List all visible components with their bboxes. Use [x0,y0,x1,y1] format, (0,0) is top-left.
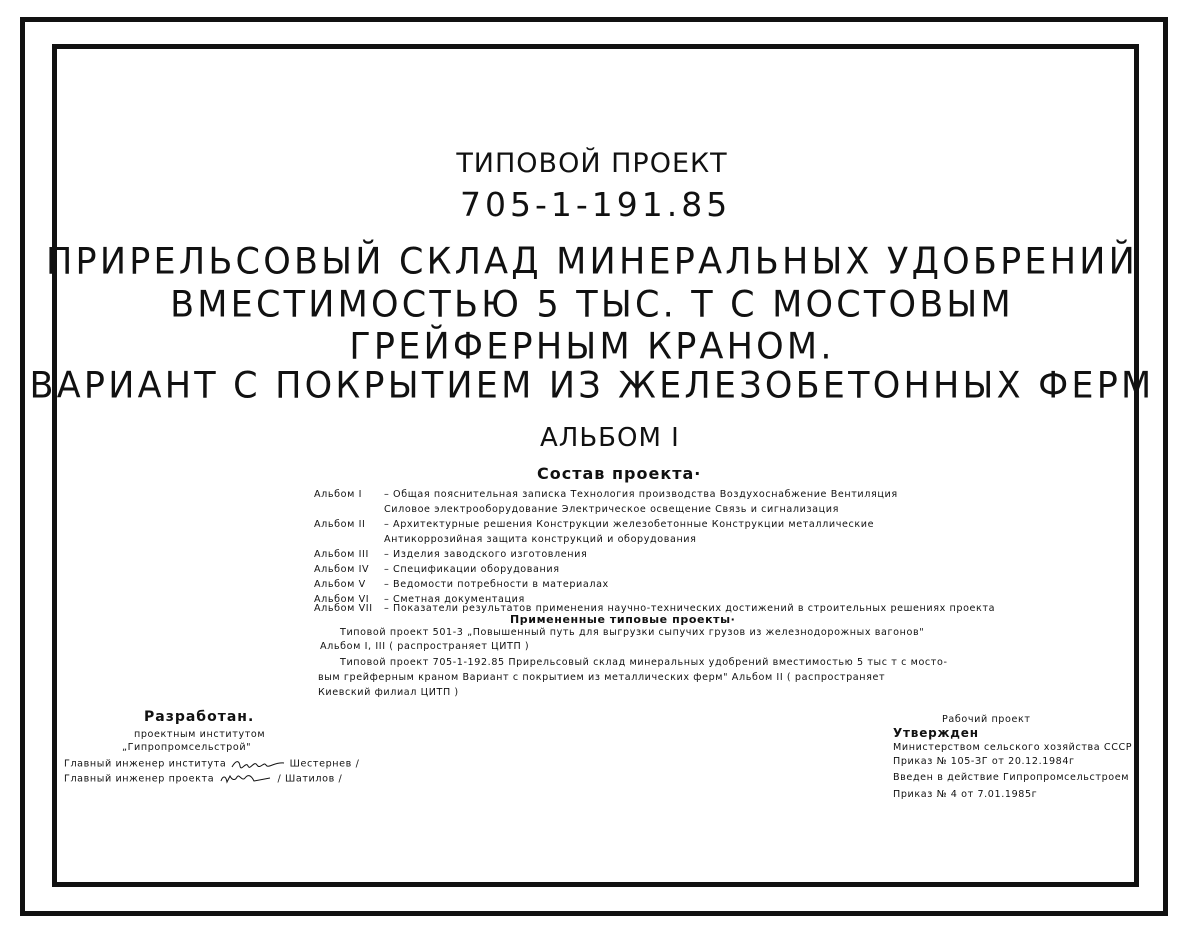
approved-order-line: Приказ № 105-ЗГ от 20.12.1984г [893,756,1075,767]
chief-engineer-project-name: / Шатилов / [277,773,343,785]
composition-list-item [384,534,697,546]
album-text: – Ведомости потребности в материалах [384,579,609,590]
album-text: – Показатели результатов применения научно-технических достижений в строительных решениях проекта [384,603,996,614]
signature-project-icon [218,773,274,784]
album-name: Альбом II [314,519,366,530]
title-line-3: ГРЕЙФЕРНЫМ КРАНОМ. [349,326,835,368]
applied-project-line: Киевский филиал ЦИТП ) [318,687,459,698]
album-name: Альбом III [314,549,369,560]
enacted-order-line: Приказ № 4 от 7.01.1985г [893,789,1038,800]
chief-engineer-project-row [64,773,342,786]
applied-project-line: Типовой проект 501-3 „Повышенный путь для выгрузки сыпучих грузов из железнодорожных вагонов" [340,627,925,638]
composition-heading: Состав проекта· [537,464,702,483]
applied-project-line: вым грейферным краном Вариант с покрытием из металлических ферм" Альбом II ( распространяет [318,672,886,683]
album-title: АЛЬБОМ I [540,423,680,453]
series-label: ТИПОВОЙ ПРОЕКТ [456,148,728,179]
composition-list-item [384,504,839,516]
album-text: – Общая пояснительная записка Технология производства Воздухоснабжение Вентиляция [384,489,898,500]
album-name: Альбом VII [314,603,373,614]
composition-list-item [314,579,609,591]
composition-list-item [314,489,898,501]
title-line-1: ПРИРЕЛЬСОВЫЙ СКЛАД МИНЕРАЛЬНЫХ УДОБРЕНИЙ [46,241,1138,283]
album-name: Альбом V [314,579,366,590]
composition-list-item [314,549,587,561]
composition-list-item [314,564,560,576]
chief-engineer-institute-row [64,758,359,771]
album-name: Альбом VI [314,594,370,605]
album-text: – Спецификации оборудования [384,564,560,575]
composition-list-item [314,519,874,531]
album-text: – Изделия заводского изготовления [384,549,588,560]
approved-ministry-line: Министерством сельского хозяйства СССР [893,742,1133,753]
album-text: Силовое электрооборудование Электрическое освещение Связь и сигнализация [384,504,839,515]
applied-project-line: Типовой проект 705-1-192.85 Прирельсовый склад минеральных удобрений вместимостью 5 тыс т с мосто- [340,657,948,668]
project-stage-label: Рабочий проект [942,714,1031,725]
developed-institute-line: проектным институтом [134,729,266,740]
album-name: Альбом I [314,489,363,500]
enacted-line: Введен в действие Гипропромсельстроем [893,772,1130,783]
developed-heading: Разработан. [144,709,255,725]
title-line-4: ВАРИАНТ С ПОКРЫТИЕМ ИЗ ЖЕЛЕЗОБЕТОННЫХ ФЕРМ [29,365,1155,407]
title-line-2: ВМЕСТИМОСТЬЮ 5 ТЫС. Т С МОСТОВЫМ [170,284,1014,326]
project-number: 705-1-191.85 [460,185,732,224]
album-text: Антикоррозийная защита конструкций и оборудования [384,534,697,545]
developed-institute-name: „Гипропромсельстрой" [122,742,252,753]
applied-project-line: Альбом I, III ( распространяет ЦИТП ) [320,641,530,652]
album-name: Альбом IV [314,564,370,575]
applied-projects-heading: Примененные типовые проекты· [510,613,736,626]
chief-engineer-institute-label: Главный инженер института [64,758,227,770]
signature-institute-icon [230,758,286,769]
album-text: – Сметная документация [384,594,525,605]
album-text: – Архитектурные решения Конструкции железобетонные Конструкции металлические [384,519,875,530]
chief-engineer-institute-name: Шестернев / [289,758,360,770]
approved-heading: Утвержден [893,726,979,740]
chief-engineer-project-label: Главный инженер проекта [64,773,215,785]
